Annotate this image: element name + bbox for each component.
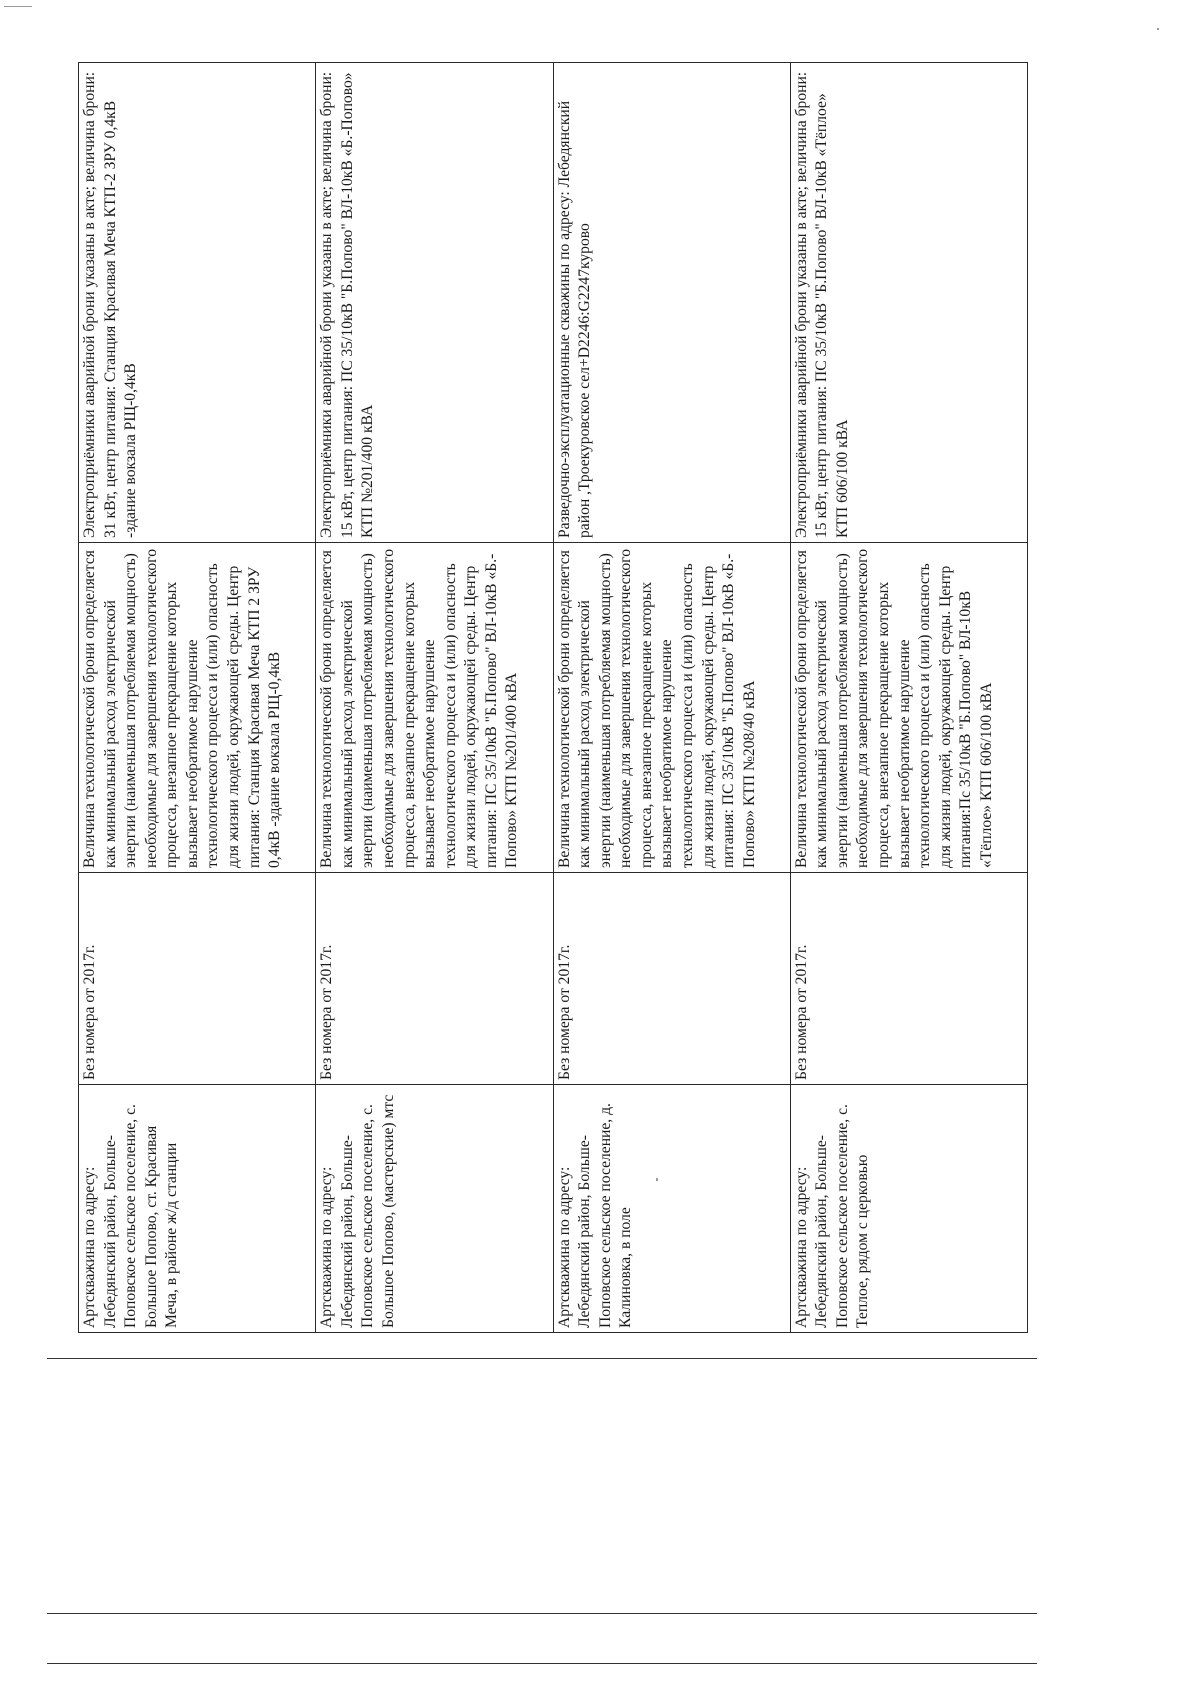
technological-reserve-cell: Величина технологической брони определяется как минимальный расход электрической энергии (наименьшая потребляемая мощность) необходимые для завершения технологического процесса, внезапное прекращение которых вызывает необратимое нарушение технологического процесса и (или) опасность для жизни людей, окружающей среды. Центр питания: ПС 35/10кВ "Б.Попово" ВЛ-10кВ «Б.-Попово» КТП №201/400 кВА [316,543,553,873]
document-cell: Без номера от 2017г. [790,873,1027,1085]
table-row [553,63,790,1333]
horizontal-rule [47,1613,1037,1614]
reserve-table [78,62,1028,1333]
location-cell: Артскважина по адресу: Лебедянский район, Больше-Поповское сельское поселение, с. Теплое, рядом с церковью [790,1085,1027,1333]
emergency-reserve-cell: Электроприёмники аварийной брони указаны в акте; величина брони: 31 кВт, центр питания: Станция Красивая Меча КТП-2 ЗРУ 0,4кВ -здание вокзала РЩ-0,4кВ [79,63,316,543]
scan-speck [1157,28,1159,30]
technological-reserve-cell: Величина технологической брони определяется как минимальный расход электрической энергии (наименьшая потребляемая мощность) необходимые для завершения технологического процесса, внезапное прекращение которых вызывает необратимое нарушение технологического процесса и (или) опасность для жизни людей, окружающей среды. Центр питания: ПС 35/10кВ "Б.Попово" ВЛ-10кВ «Б.-Попово» КТП №208/40 кВА [553,543,790,873]
technological-reserve-cell: Величина технологической брони определяется как минимальный расход электрической энергии (наименьшая потребляемая мощность) необходимые для завершения технологического процесса, внезапное прекращение которых вызывает необратимое нарушение технологического процесса и (или) опасность для жизни людей, окружающей среды. Центр питания:Пс 35/10кВ "Б.Попово" ВЛ-10кВ «Тёплое» КТП 606/100 кВА [790,543,1027,873]
horizontal-rule [47,1358,1037,1359]
table-row [316,63,553,1333]
location-cell: Артскважина по адресу: Лебедянский район, Больше-Поповское сельское поселение, с. Большое Попово, ст. Красивая Меча, в районе ж/д станции [79,1085,316,1333]
document-cell: Без номера от 2017г. [553,873,790,1085]
table-row [790,63,1027,1333]
emergency-reserve-cell: Электроприёмники аварийной брони указаны в акте; величина брони: 15 кВт, центр питания: ПС 35/10кВ "Б.Попово" ВЛ-10кВ «Тёплое» КТП 606/100 кВА [790,63,1027,543]
document-cell: Без номера от 2017г. [79,873,316,1085]
technological-reserve-cell: Величина технологической брони определяется как минимальный расход электрической энергии (наименьшая потребляемая мощность) необходимые для завершения технологического процесса, внезапное прекращение которых вызывает необратимое нарушение технологического процесса и (или) опасность для жизни людей, окружающей среды. Центр питания: Станция Красивая Меча КТП 2 ЗРУ 0,4кВ -здание вокзала РЩ-0,4кВ [79,543,316,873]
emergency-reserve-cell: Разведочно-эксплуатационные скважины по адресу: Лебедянский район ,Троекуровское сел+D2246:G2247курово [553,63,790,543]
location-cell: Артскважина по адресу: Лебедянский район, Больше-Поповское сельское поселение, д. Калиновка, в поле [553,1085,790,1333]
rotated-table-page [78,63,1028,1333]
emergency-reserve-cell: Электроприёмники аварийной брони указаны в акте; величина брони: 15 кВт, центр питания: ПС 35/10кВ "Б.Попово" ВЛ-10кВ «Б.-Попово» КТП №201/400 кВА [316,63,553,543]
scan-speck [4,6,32,7]
table-row [79,63,316,1333]
document-cell: Без номера от 2017г. [316,873,553,1085]
horizontal-rule [47,1663,1037,1664]
location-cell: Артскважина по адресу: Лебедянский район, Больше-Поповское сельское поселение, с. Большое Попово, (мастерские) мтс [316,1085,553,1333]
